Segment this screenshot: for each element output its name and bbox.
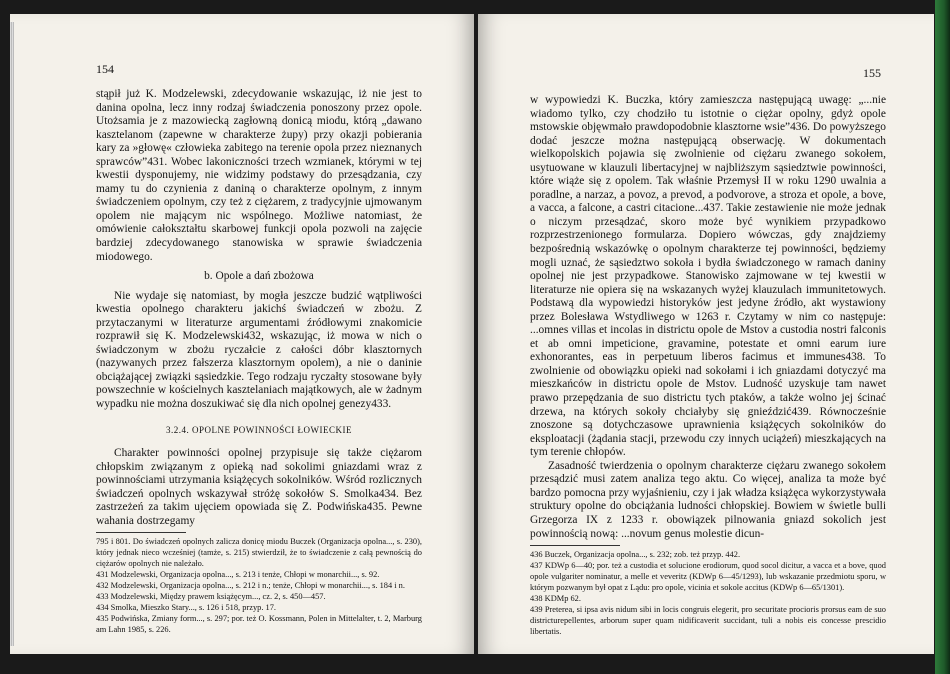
footnote-divider — [96, 532, 186, 533]
paragraph: Zasadność twierdzenia o opolnym charakterze ciężaru zwanego sokołem przesądzić musi zatem analiza tego aktu. Co więcej, analiza ta może być bardzo pomocna przy wyjaśnieniu, czy i jak władza książęca wykorzystywała struktury opolne do obciążania ludności chłopskiej. Bowiem w świetle bulli Grzegorza IX z 1233 r. obowiązek pilnowania gniazd sokolich jest powinnością nową: ...novum genus molestie dicun- — [530, 459, 886, 540]
body-text — [96, 88, 422, 635]
footnote: 434 Smolka, Mieszko Stary..., s. 126 i 518, przyp. 17. — [96, 603, 276, 613]
paragraph: stąpił już K. Modzelewski, zdecydowanie wskazując, iż nie jest to danina opolna, lecz inny rodzaj świadczenia ponoszony przez opole. Utożsamia je z mazowiecką zagłowną donicą miodu, którą „dawano kasztelanom (zapewne w charakterze żupy) przy okazji pobierania kary za »głowę« człowieka zabitego na terenie opola przez nieznanych sprawców”431. Wobec lakoniczności trzech wzmianek, którymi w tej kwestii dysponujemy, nie widzimy podstawy do przesądzania, czy mamy tu do czynienia z daniną o charakterze opolnym, z innym świadczeniem opolnym, czy też z ciężarem, z tradycyjnie ujmowanym opolem nie mającym nic wspólnego. Możliwe natomiast, że omówienie całokształtu skarbowej funkcji opola pozwoli na zajęcie bardziej zdecydowanego stanowiska w sprawie świadczenia miodowego. — [96, 88, 422, 263]
page-number: 155 — [863, 66, 881, 80]
section-heading: 3.2.4. OPOLNE POWINNOŚCI ŁOWIECKIE — [166, 424, 352, 435]
page-number: 154 — [96, 62, 114, 76]
footnote: 432 Modzelewski, Organizacja opolna..., s. 212 i n.; tenże, Chłopi w monarchii..., s. 184 i n. — [96, 581, 405, 591]
footnote: 795 i 801. Do świadczeń opolnych zalicza donicę miodu Buczek (Organizacja opolna..., s. 230), który jednak nieco wcześniej (tamże, s. 215) stwierdził, że to świadczenie z całą pewnością do ciężarów opolnych nie należało. — [96, 537, 422, 569]
footnote: 437 KDWp 6—40; por. też a custodia et solucione erodiorum, quod socol dicitur, a vacca et a bove, quod opole vulgariter nominatur, a melle et veveritz (KDWp 6—45/1293), lub wskazanie przedmiotu sporu, w którym pozwanym był opat z Lądu: pro opole, vicinia et sokole accitus (KDWp 6—65/1301). — [530, 561, 886, 593]
paragraph: w wypowiedzi K. Buczka, który zamieszcza następującą uwagę: „...nie wiadomo tylko, czy chodziło tu istotnie o ciężar opolny, gdyż opole mstowskie objęwmało prawdopodobnie klasztorne wsie”436. Do powyższego dodać jeszcze można następującą obserwację. W dokumentach wielkopolskich pojawia się zwolnienie od ciężaru zwanego sokołem, usytuowane w klauzuli libertacyjnej w najbliższym sąsiedztwie powinności, które wiąże się z opolem. Tak właśnie Przemysł II w roku 1290 uwalnia a poradlne, a narzaz, a povoz, a prevod, a podvorove, a stroza et opole, a bove, a vacca, a falcone, a castri citacione...437. Takie zestawienie nie może jednak o niczym przesądzać, skoro może być wynikiem przypadkowo rozprzestrzenionego formularza. Dopiero wówczas, gdy znajdziemy bezpośrednią wskazówkę o opolnym charakterze tej powinności, będziemy mogli uznać, że sąsiedztwo sokoła i bydła świadczonego w ramach daniny opolnej nie jest przypadkowe. Stanowisko zajmowane w tej kwestii w literaturze nie opiera się na wskazanych wyżej klauzulach immunitetowych. Podstawą dla wypowiedzi historyków jest jedyne źródło, akt wystawiony przez Bolesława Wstydliwego w 1263 r. Czytamy w nim co następuje: ...omnes villas et incolas in districtu opole de Mstov a custodia nostri falconis et ab omni impeticione, gravamine, potestate et omni earum iure exhonorantes, eas in perpetuum liberos facimus et immunes438. To zwolnienie od obowiązku opieki nad sokołami i ich gniazdami dotyczyć ma mieszkańców in districtu opole de Mstov. Ludność uzyskuje tam nawet prawo przepędzania de suo districtu tych ptaków, a także wolno jej ścinać drzewa, na których sokoły chciałyby się gnieździć439. Równocześnie znoszone są dotychczasowe uprawnienia książęcych sokolników do eksploatacji (żądania stacji, przewodu czy innych uciążeń) mieszkających na tym terenie chłopów. — [530, 94, 886, 459]
right-page — [478, 14, 934, 654]
paragraph: Nie wydaje się natomiast, by mogła jeszcze budzić wątpliwości kwestia opolnego charakteru jakichś świadczeń w zbożu. Z przytaczanymi w literaturze argumentami źródłowymi znakomicie rozprawił się K. Modzelewski432, wskazując, iż mowa w nich o świadczonym w zbożu ryczałcie z całości dóbr klasztornych (nazywanych przez fałszerza klasztornym opolem), a nie o daninie obciążającej związki sąsiedzkie. Tego rodzaju ryczałty stosowane były powszechnie w kościelnych kasztelaniach majątkowych, ale w żadnym wypadku nie można doszukiwać się dla nich opolnej genezy433. — [96, 289, 422, 411]
body-text — [530, 94, 886, 637]
footnote-divider — [530, 545, 620, 546]
footnote: 435 Podwińska, Zmiany form..., s. 297; por. też O. Kossmann, Polen in Mittelalter, t. 2, Marburg am Lahn 1985, s. 226. — [96, 614, 422, 635]
footnote: 433 Modzelewski, Między prawem książęcym..., cz. 2, s. 450—457. — [96, 592, 326, 602]
footnote: 431 Modzelewski, Organizacja opolna..., s. 213 i tenże, Chłopi w monarchii..., s. 92. — [96, 570, 380, 580]
footnotes — [530, 549, 886, 637]
footnote: 439 Preterea, si ipsa avis nidum sibi in locis congruis elegerit, pro securitate procioris prorsus eam de suo districturepellentes, arborum super quam nidificaverit succidant, tuli a nobis eis concesse prescidio libertatis. — [530, 605, 886, 637]
paragraph: Charakter powinności opolnej przypisuje się także ciężarom chłopskim związanym z opieką nad sokolimi gniazdami wraz z powinnościami utrzymania książęcych sokolników. Wśród rozlicznych świadczeń opolnych wskazywał stróżę sokołów S. Smolka434. Bez zastrzeżeń za takim ujęciem opowiada się Z. Podwińska435. Pewne wahania dostrzegamy — [96, 447, 422, 527]
book-cover-edge — [935, 0, 950, 674]
footnote: 436 Buczek, Organizacja opolna..., s. 232; zob. też przyp. 442. — [530, 550, 741, 560]
footnotes — [96, 536, 422, 635]
page-edges — [10, 22, 14, 646]
left-page — [10, 14, 474, 654]
footnote: 438 KDMp 62. — [530, 594, 581, 604]
subheading: b. Opole a dań zbożowa — [204, 270, 314, 283]
